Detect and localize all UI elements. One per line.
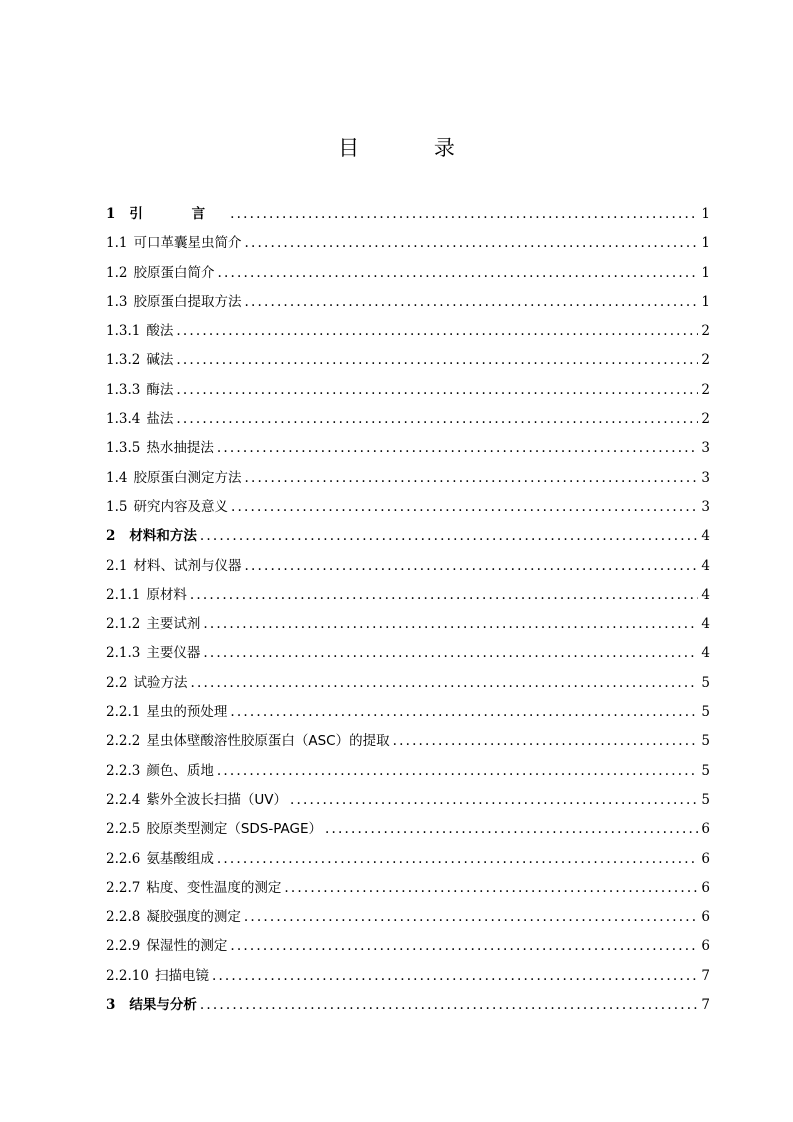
- toc-entry-title: 胶原蛋白提取方法: [133, 293, 242, 310]
- toc-leader-dots: [190, 669, 698, 698]
- toc-leader-dots: [217, 434, 698, 463]
- toc-entry[interactable]: [106, 288, 710, 317]
- toc-entry-title: 胶原类型测定（SDS-PAGE）: [146, 821, 323, 838]
- toc-entry-page-number: 6: [701, 938, 710, 955]
- toc-entry[interactable]: [106, 229, 710, 258]
- toc-entry-number: 2.2.5: [106, 821, 141, 838]
- toc-entry-title: 盐法: [146, 411, 174, 428]
- toc-leader-dots: [244, 552, 698, 581]
- toc-entry-page-number: 4: [701, 645, 710, 662]
- toc-entry-number: 2.2.8: [106, 909, 141, 926]
- toc-entry[interactable]: [106, 376, 710, 405]
- toc-entry-number: 1.1: [106, 235, 128, 252]
- toc-entry[interactable]: [106, 522, 710, 551]
- toc-entry-page-number: 5: [701, 674, 710, 691]
- toc-entry-title: 研究内容及意义: [133, 498, 228, 515]
- toc-entry[interactable]: [106, 903, 710, 932]
- toc-entry-number: 2.2.7: [106, 879, 141, 896]
- toc-entry-page-number: 3: [701, 498, 710, 515]
- toc-entry-title: 试验方法: [133, 674, 188, 691]
- toc-entry-page-number: 7: [701, 967, 710, 984]
- toc-entry[interactable]: [106, 786, 710, 815]
- toc-entry-title: 热水抽提法: [146, 440, 214, 457]
- toc-entry-title: 可口革囊星虫简介: [133, 235, 242, 252]
- toc-entry-page-number: 1: [701, 293, 710, 310]
- toc-entry[interactable]: [106, 346, 710, 375]
- toc-entry-title: 结果与分析: [129, 997, 197, 1014]
- toc-leader-dots: [244, 464, 698, 493]
- toc-entry[interactable]: [106, 815, 710, 844]
- toc-entry[interactable]: [106, 639, 710, 668]
- toc-entry[interactable]: [106, 727, 710, 756]
- toc-entry-number: 1.3.2: [106, 352, 141, 369]
- toc-entry-page-number: 2: [701, 352, 710, 369]
- toc-entry-page-number: 5: [701, 762, 710, 779]
- toc-entry[interactable]: [106, 552, 710, 581]
- toc-entry-number: 1: [106, 206, 116, 222]
- toc-leader-dots: [176, 346, 698, 375]
- toc-leader-dots: [284, 874, 698, 903]
- toc-entry-number: 2.2: [106, 674, 128, 691]
- toc-entry-title: 凝胶强度的测定: [146, 909, 241, 926]
- toc-leader-dots: [203, 610, 698, 639]
- toc-entry-number: 2.1.3: [106, 645, 141, 662]
- toc-entry[interactable]: [106, 991, 710, 1020]
- toc-entry-number: 2.2.9: [106, 938, 141, 955]
- toc-entry[interactable]: [106, 317, 710, 346]
- toc-leader-dots: [325, 815, 698, 844]
- toc-entry-number: 2.2.10: [106, 967, 149, 984]
- toc-entry-number: 1.3.5: [106, 440, 141, 457]
- toc-entry-number: 2.1.2: [106, 616, 141, 633]
- toc-entry-title: 星虫的预处理: [146, 704, 228, 721]
- toc-leader-dots: [244, 229, 698, 258]
- toc-entry-number: 3: [106, 997, 116, 1014]
- toc-entry[interactable]: [106, 464, 710, 493]
- toc-entry-title: 氨基酸组成: [146, 850, 214, 867]
- toc-entry-page-number: 6: [701, 879, 710, 896]
- toc-entry-number: 1.4: [106, 469, 128, 486]
- toc-entry-page-number: 3: [701, 469, 710, 486]
- toc-entry[interactable]: [106, 610, 710, 639]
- toc-entry[interactable]: [106, 962, 710, 991]
- toc-leader-dots: [203, 639, 698, 668]
- toc-leader-dots: [230, 698, 698, 727]
- toc-entry-page-number: 2: [701, 323, 710, 340]
- toc-leader-dots: [244, 903, 698, 932]
- toc-entry-page-number: 7: [701, 997, 710, 1014]
- toc-entry[interactable]: [106, 200, 710, 229]
- toc-leader-dots: [217, 845, 698, 874]
- toc-leader-dots: [244, 288, 698, 317]
- toc-entry-title: 颜色、质地: [146, 762, 214, 779]
- toc-leader-dots: [176, 317, 698, 346]
- toc-entry-title: 胶原蛋白测定方法: [133, 469, 242, 486]
- toc-entry-number: 1.3.4: [106, 411, 141, 428]
- toc-leader-dots: [231, 493, 698, 522]
- toc-entry[interactable]: [106, 874, 710, 903]
- toc-entry[interactable]: [106, 698, 710, 727]
- toc-leader-dots: [230, 200, 698, 229]
- toc-entry-title: 胶原蛋白简介: [133, 264, 215, 281]
- toc-leader-dots: [176, 405, 698, 434]
- toc-leader-dots: [230, 932, 698, 961]
- toc-entry[interactable]: [106, 434, 710, 463]
- toc-entry-page-number: 3: [701, 440, 710, 457]
- toc-entry-number: 1.3: [106, 293, 128, 310]
- toc-entry-number: 2.2.6: [106, 850, 141, 867]
- toc-entry-page-number: 6: [701, 850, 710, 867]
- toc-entry-page-number: 4: [701, 616, 710, 633]
- toc-entry-title: 粘度、变性温度的测定: [146, 879, 282, 896]
- toc-leader-dots: [290, 786, 698, 815]
- toc-entry-number: 1.2: [106, 264, 128, 281]
- toc-entry-page-number: 6: [701, 821, 710, 838]
- toc-entry-page-number: 4: [701, 528, 710, 545]
- toc-list: [106, 200, 710, 1020]
- toc-entry[interactable]: [106, 757, 710, 786]
- toc-leader-dots: [190, 581, 698, 610]
- toc-entry-title: 引 言: [129, 206, 228, 222]
- toc-entry-page-number: 5: [701, 733, 710, 750]
- toc-entry-title: 星虫体壁酸溶性胶原蛋白（ASC）的提取: [146, 733, 390, 750]
- toc-entry-number: 2.2.1: [106, 704, 141, 721]
- toc-entry-title: 主要试剂: [146, 616, 201, 633]
- toc-entry-title: 碱法: [146, 352, 174, 369]
- toc-entry-title: 原材料: [146, 586, 187, 603]
- toc-entry-number: 2.2.4: [106, 791, 141, 808]
- toc-entry-number: 1.3.3: [106, 381, 141, 398]
- toc-entry-page-number: 4: [701, 586, 710, 603]
- toc-entry-number: 1.5: [106, 498, 128, 515]
- toc-entry[interactable]: [106, 493, 710, 522]
- toc-entry-title: 酶法: [146, 381, 174, 398]
- toc-entry-page-number: 5: [701, 704, 710, 721]
- toc-entry-page-number: 2: [701, 411, 710, 428]
- toc-entry-title: 主要仪器: [146, 645, 201, 662]
- toc-entry-number: 2.1.1: [106, 586, 141, 603]
- toc-entry-number: 1.3.1: [106, 323, 141, 340]
- toc-entry-page-number: 4: [701, 557, 710, 574]
- toc-entry-title: 紫外全波长扫描（UV）: [146, 791, 287, 808]
- toc-leader-dots: [217, 259, 698, 288]
- toc-entry[interactable]: [106, 581, 710, 610]
- toc-entry-number: 2: [106, 528, 116, 545]
- toc-leader-dots: [200, 522, 698, 551]
- toc-entry-page-number: 1: [701, 235, 710, 252]
- toc-entry[interactable]: [106, 405, 710, 434]
- toc-leader-dots: [393, 727, 698, 756]
- toc-entry[interactable]: [106, 259, 710, 288]
- toc-entry-page-number: 2: [701, 381, 710, 398]
- toc-entry-page-number: 5: [701, 791, 710, 808]
- toc-entry-page-number: 1: [701, 206, 710, 222]
- toc-leader-dots: [217, 757, 698, 786]
- toc-entry[interactable]: [106, 845, 710, 874]
- toc-leader-dots: [176, 376, 698, 405]
- toc-entry-number: 2.2.2: [106, 733, 141, 750]
- toc-leader-dots: [200, 991, 698, 1020]
- toc-entry-title: 保湿性的测定: [146, 938, 228, 955]
- toc-entry-number: 2.1: [106, 557, 128, 574]
- toc-entry[interactable]: [106, 669, 710, 698]
- toc-entry-title: 材料、试剂与仪器: [133, 557, 242, 574]
- toc-entry[interactable]: [106, 932, 710, 961]
- toc-entry-number: 2.2.3: [106, 762, 141, 779]
- toc-entry-page-number: 1: [701, 264, 710, 281]
- toc-entry-page-number: 6: [701, 909, 710, 926]
- toc-title: 目 录: [338, 136, 489, 160]
- toc-leader-dots: [212, 962, 698, 991]
- toc-entry-title: 扫描电镜: [154, 967, 209, 984]
- toc-entry-title: 材料和方法: [129, 528, 197, 545]
- toc-entry-title: 酸法: [146, 323, 174, 340]
